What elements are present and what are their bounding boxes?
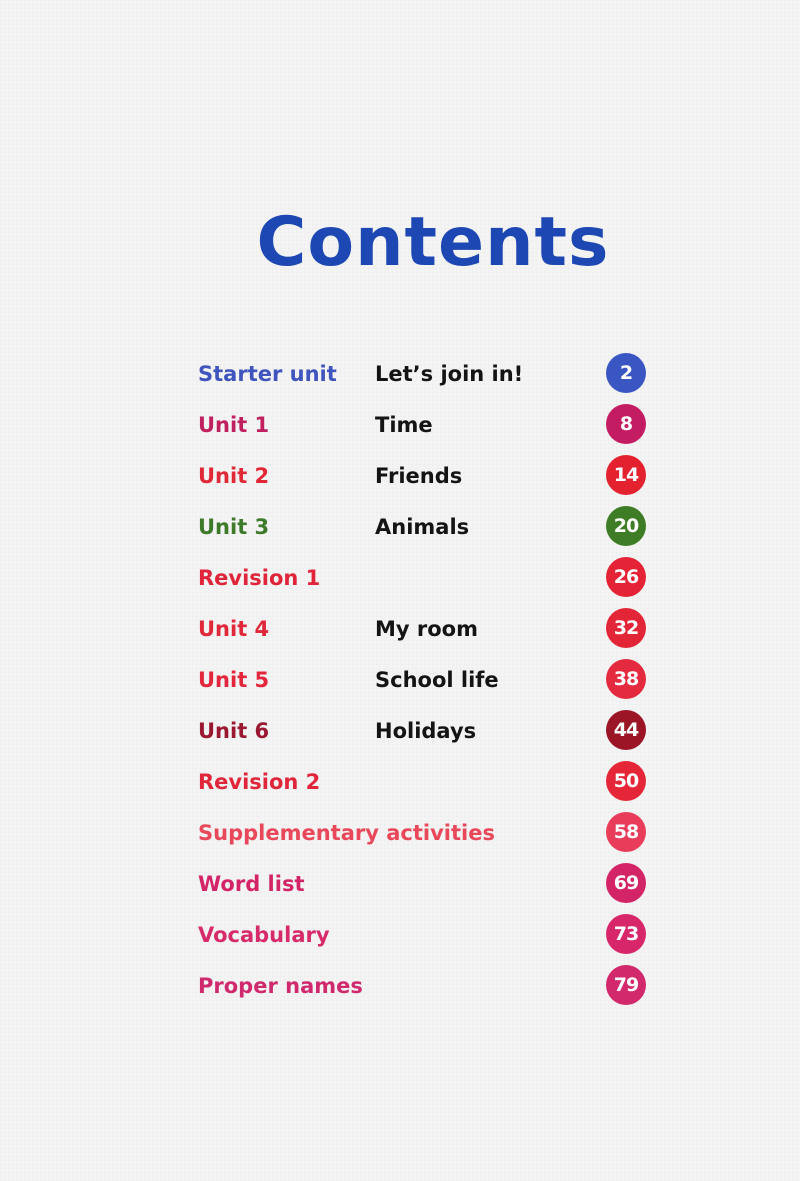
toc-row-unit-2[interactable] xyxy=(0,451,800,502)
topic-label: Friends xyxy=(375,464,463,488)
page-number-badge[interactable]: 58 xyxy=(606,812,646,852)
topic-label: Let’s join in! xyxy=(375,362,524,386)
unit-label: Unit 4 xyxy=(198,617,270,641)
topic-label: Time xyxy=(375,413,433,437)
table-of-contents xyxy=(0,349,800,1012)
unit-label: Revision 1 xyxy=(198,566,321,590)
unit-label: Word list xyxy=(198,872,305,896)
topic-label: Animals xyxy=(375,515,470,539)
unit-label: Vocabulary xyxy=(198,923,330,947)
page-number-badge[interactable]: 20 xyxy=(606,506,646,546)
page-number-badge[interactable]: 44 xyxy=(606,710,646,750)
unit-label: Unit 6 xyxy=(198,719,270,743)
toc-row-vocabulary[interactable] xyxy=(0,910,800,961)
page-number-badge[interactable]: 8 xyxy=(606,404,646,444)
toc-row-revision-2[interactable] xyxy=(0,757,800,808)
toc-row-starter-unit[interactable] xyxy=(0,349,800,400)
unit-label: Unit 2 xyxy=(198,464,270,488)
topic-label: Holidays xyxy=(375,719,477,743)
unit-label: Revision 2 xyxy=(198,770,321,794)
unit-label: Supplementary activities xyxy=(198,821,495,845)
page-number-badge[interactable]: 73 xyxy=(606,914,646,954)
toc-row-proper-names[interactable] xyxy=(0,961,800,1012)
page-number-badge[interactable]: 69 xyxy=(606,863,646,903)
unit-label: Unit 3 xyxy=(198,515,270,539)
toc-row-unit-5[interactable] xyxy=(0,655,800,706)
toc-row-unit-6[interactable] xyxy=(0,706,800,757)
toc-row-unit-3[interactable] xyxy=(0,502,800,553)
page-number-badge[interactable]: 32 xyxy=(606,608,646,648)
page-number-badge[interactable]: 50 xyxy=(606,761,646,801)
topic-label: My room xyxy=(375,617,478,641)
toc-row-unit-1[interactable] xyxy=(0,400,800,451)
toc-row-revision-1[interactable] xyxy=(0,553,800,604)
page-number-badge[interactable]: 26 xyxy=(606,557,646,597)
page-title: Contents xyxy=(256,203,610,282)
unit-label: Unit 5 xyxy=(198,668,270,692)
page-number-badge[interactable]: 38 xyxy=(606,659,646,699)
topic-label: School life xyxy=(375,668,499,692)
unit-label: Proper names xyxy=(198,974,363,998)
unit-label: Starter unit xyxy=(198,362,337,386)
toc-row-unit-4[interactable] xyxy=(0,604,800,655)
toc-row-word-list[interactable] xyxy=(0,859,800,910)
page-number-badge[interactable]: 79 xyxy=(606,965,646,1005)
unit-label: Unit 1 xyxy=(198,413,270,437)
toc-row-supplementary-activities[interactable] xyxy=(0,808,800,859)
page-number-badge[interactable]: 14 xyxy=(606,455,646,495)
page-number-badge[interactable]: 2 xyxy=(606,353,646,393)
